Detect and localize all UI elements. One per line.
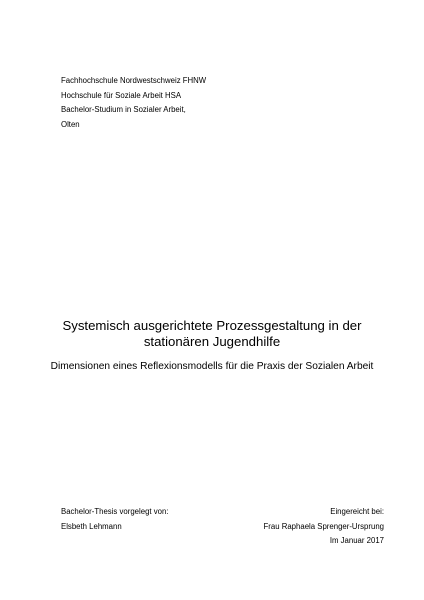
- institution-line-faculty: Hochschule für Soziale Arbeit HSA: [61, 90, 182, 100]
- thesis-title: Systemisch ausgerichtete Prozessgestaltung in der stationären Jugendhilfe: [62, 318, 362, 349]
- institution-line-location: Olten: [61, 120, 80, 130]
- institution-line-school: Fachhochschule Nordwestschweiz FHNW: [61, 76, 207, 85]
- presented-by-label: Bachelor-Thesis vorgelegt von:: [61, 507, 169, 516]
- submitted-label: Eingereicht bei:: [330, 507, 384, 516]
- institution-line-program: Bachelor-Studium in Sozialer Arbeit,: [61, 105, 186, 115]
- presented-by-block: [61, 505, 168, 534]
- title-block: [40, 318, 384, 373]
- thesis-subtitle: Dimensionen eines Reflexionsmodells für die Praxis der Sozialen Arbeit: [50, 361, 374, 372]
- institution-block: [61, 74, 206, 133]
- submitted-block: [264, 505, 384, 549]
- submission-date: Im Januar 2017: [329, 536, 384, 546]
- supervisor-name: Elsbeth Lehmann: [61, 521, 122, 531]
- author-name: Frau Raphaela Sprenger-Ursprung: [263, 521, 384, 531]
